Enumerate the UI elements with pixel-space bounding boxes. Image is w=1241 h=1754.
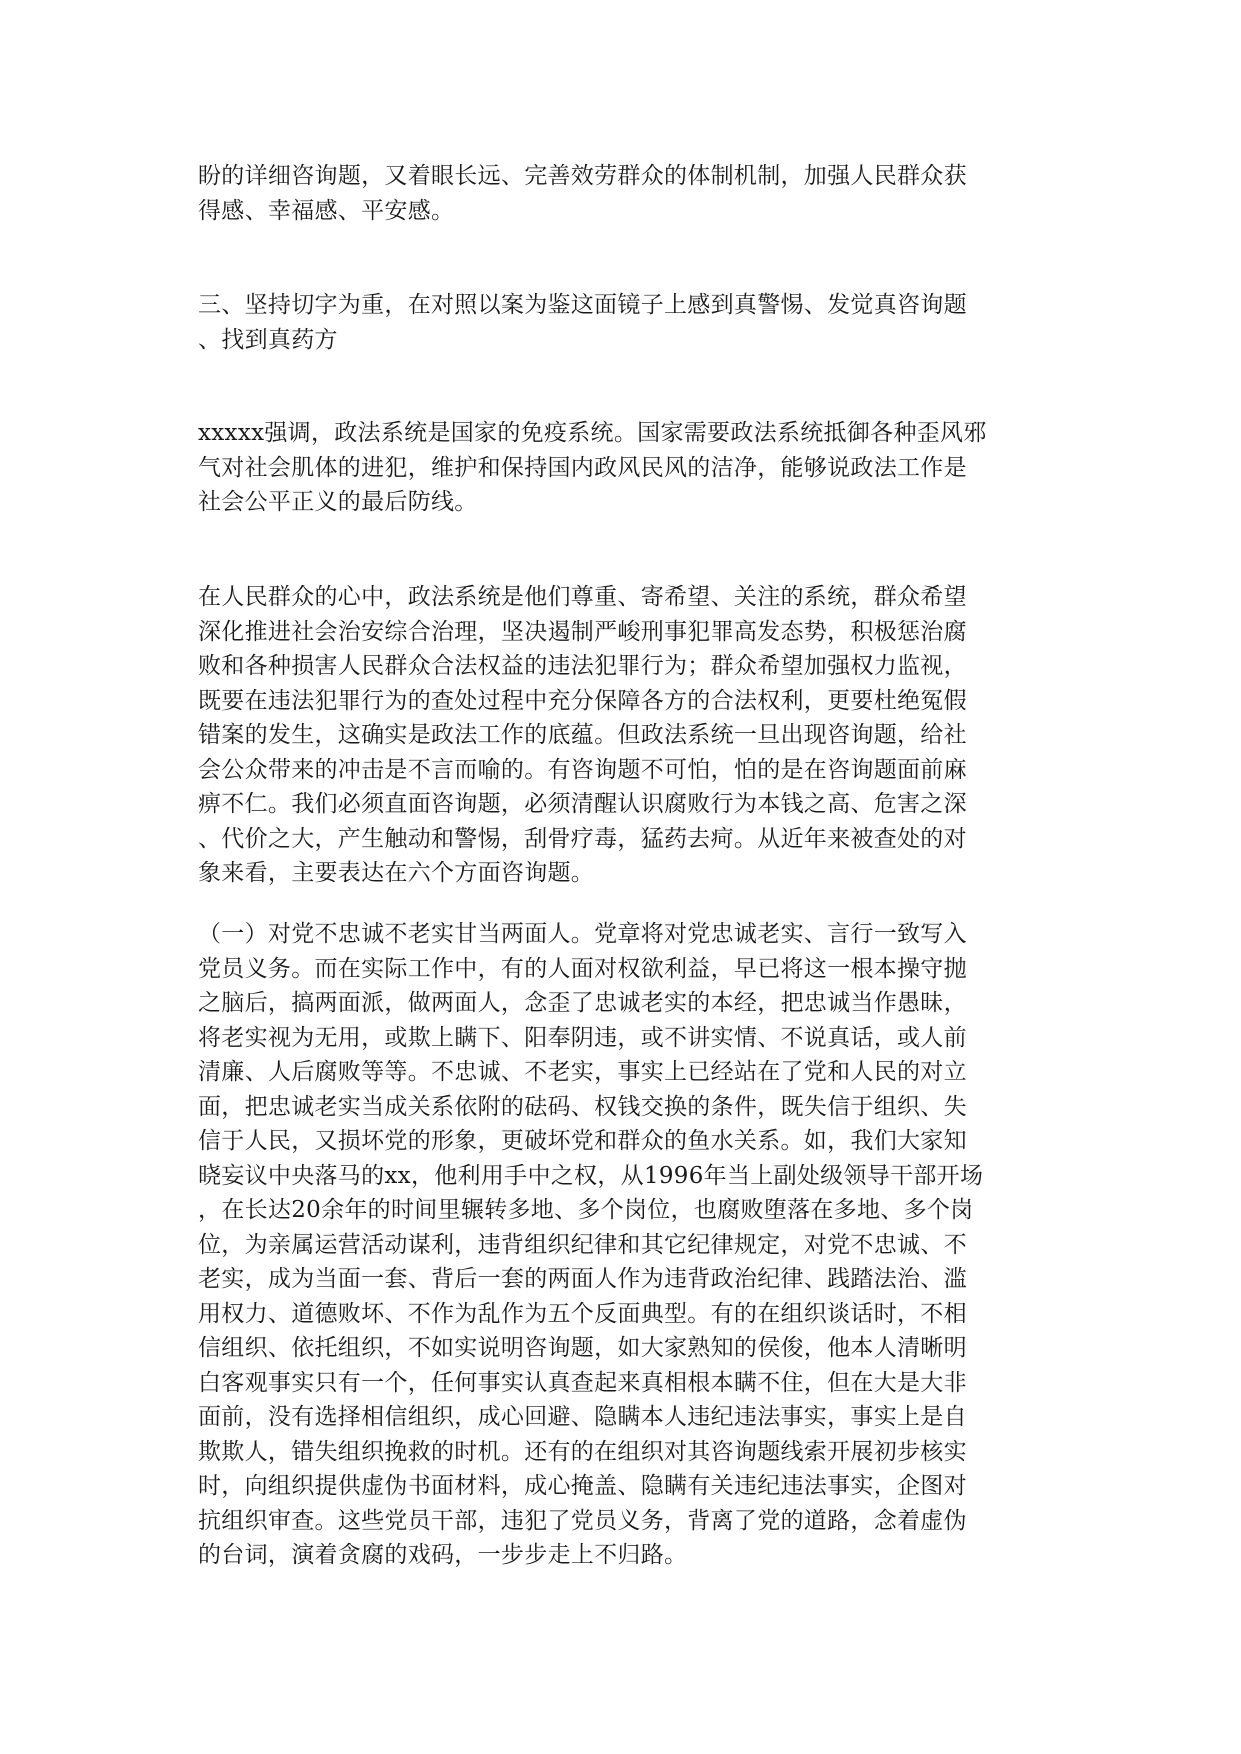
text-line: 得感、幸福感、平安感。	[198, 197, 455, 224]
text-line: 象来看，主要表达在六个方面咨询题。	[198, 860, 595, 886]
text-line: 党员义务。而在实际工作中，有的人面对权欲利益，早已将这一根本操守抛	[198, 955, 967, 982]
text-line: 面，把忠诚老实当成关系依附的砝码、权钱交换的条件，既失信于组织、失	[198, 1093, 967, 1120]
text-line: 、代价之大，产生触动和警惕，刮骨疗毒，猛药去疴。从近年来被查处的对	[198, 825, 967, 852]
text-line: 的台词，演着贪腐的戏码，一步步走上不归路。	[198, 1542, 688, 1568]
text-line: 深化推进社会治安综合治理，坚决遏制严峻刑事犯罪高发态势，积极惩治腐	[198, 618, 967, 645]
text-line: 时，向组织提供虚伪书面材料，成心掩盖、隐瞒有关违纪违法事实，企图对	[198, 1473, 967, 1499]
text-line: 在人民群众的心中，政法系统是他们尊重、寄希望、关注的系统，群众希望	[198, 584, 967, 610]
text-line: 清廉、人后腐败等等。不忠诚、不老实，事实上已经站在了党和人民的对立	[198, 1059, 967, 1085]
text-line: 、找到真药方	[198, 326, 338, 353]
text-line: 社会公平正义的最后防线。	[198, 489, 478, 515]
text-line: 信组织、依托组织，不如实说明咨询题，如大家熟知的侯俊，他本人清晰明	[198, 1335, 967, 1361]
text-line: 之脑后，搞两面派，做两面人，念歪了忠诚老实的本经，把忠诚当作愚昧，	[198, 990, 967, 1016]
text-line: 气对社会肌体的进犯，维护和保持国内政风民风的洁净，能够说政法工作是	[198, 454, 967, 481]
text-line: 面前，没有选择相信组织，成心回避、隐瞒本人违纪违法事实，事实上是自	[198, 1404, 967, 1430]
text-line: 位，为亲属运营活动谋利，违背组织纪律和其它纪律规定，对党不忠诚、不	[198, 1231, 967, 1258]
text-line: 三、坚持切字为重，在对照以案为鉴这面镜子上感到真警惕、发觉真咨询题	[198, 292, 967, 318]
paragraph-public-expectations	[198, 580, 1030, 891]
text-line: 将老实视为无用，或欺上瞒下、阳奉阴违，或不讲实情、不说真话，或人前	[198, 1024, 967, 1051]
paragraph-intro-continuation	[198, 159, 1030, 228]
text-line: （一）对党不忠诚不老实甘当两面人。党章将对党忠诚老实、言行一致写入	[198, 921, 967, 947]
text-line: 会公众带来的冲击是不言而喻的。有咨询题不可怕，怕的是在咨询题面前麻	[198, 756, 967, 783]
text-line: ，在长达20余年的时间里辗转多地、多个岗位，也腐败堕落在多地、多个岗	[198, 1197, 974, 1223]
text-line: xxxxx强调，政法系统是国家的免疫系统。国家需要政法系统抵御各种歪风邪	[198, 420, 987, 446]
text-line: 败和各种损害人民群众合法权益的违法犯罪行为；群众希望加强权力监视，	[198, 653, 967, 679]
text-line: 用权力、道德败坏、不作为乱作为五个反面典型。有的在组织谈话时，不相	[198, 1300, 967, 1327]
section-heading	[198, 288, 1030, 357]
text-line: 晓妄议中央落马的xx，他利用手中之权，从1996年当上副处级领导干部开场	[198, 1162, 984, 1189]
text-line: 白客观事实只有一个，任何事实认真查起来真相根本瞒不住，但在大是大非	[198, 1369, 967, 1396]
paragraph-point-one	[198, 917, 1030, 1573]
text-line: 错案的发生，这确实是政法工作的底蕴。但政法系统一旦出现咨询题，给社	[198, 722, 967, 748]
text-line: 痹不仁。我们必须直面咨询题，必须清醒认识腐败行为本钱之高、危害之深	[198, 791, 967, 817]
text-line: 抗组织审查。这些党员干部，违犯了党员义务，背离了党的道路，念着虚伪	[198, 1507, 967, 1534]
text-line: 盼的详细咨询题，又着眼长远、完善效劳群众的体制机制，加强人民群众获	[198, 163, 967, 189]
paragraph-immune-system	[198, 416, 1030, 520]
text-line: 老实，成为当面一套、背后一套的两面人作为违背政治纪律、践踏法治、滥	[198, 1266, 967, 1292]
text-line: 欺欺人，错失组织挽救的时机。还有的在组织对其咨询题线索开展初步核实	[198, 1438, 967, 1465]
text-line: 信于人民，又损坏党的形象，更破坏党和群众的鱼水关系。如，我们大家知	[198, 1128, 967, 1154]
text-line: 既要在违法犯罪行为的查处过程中充分保障各方的合法权利，更要杜绝冤假	[198, 687, 967, 714]
